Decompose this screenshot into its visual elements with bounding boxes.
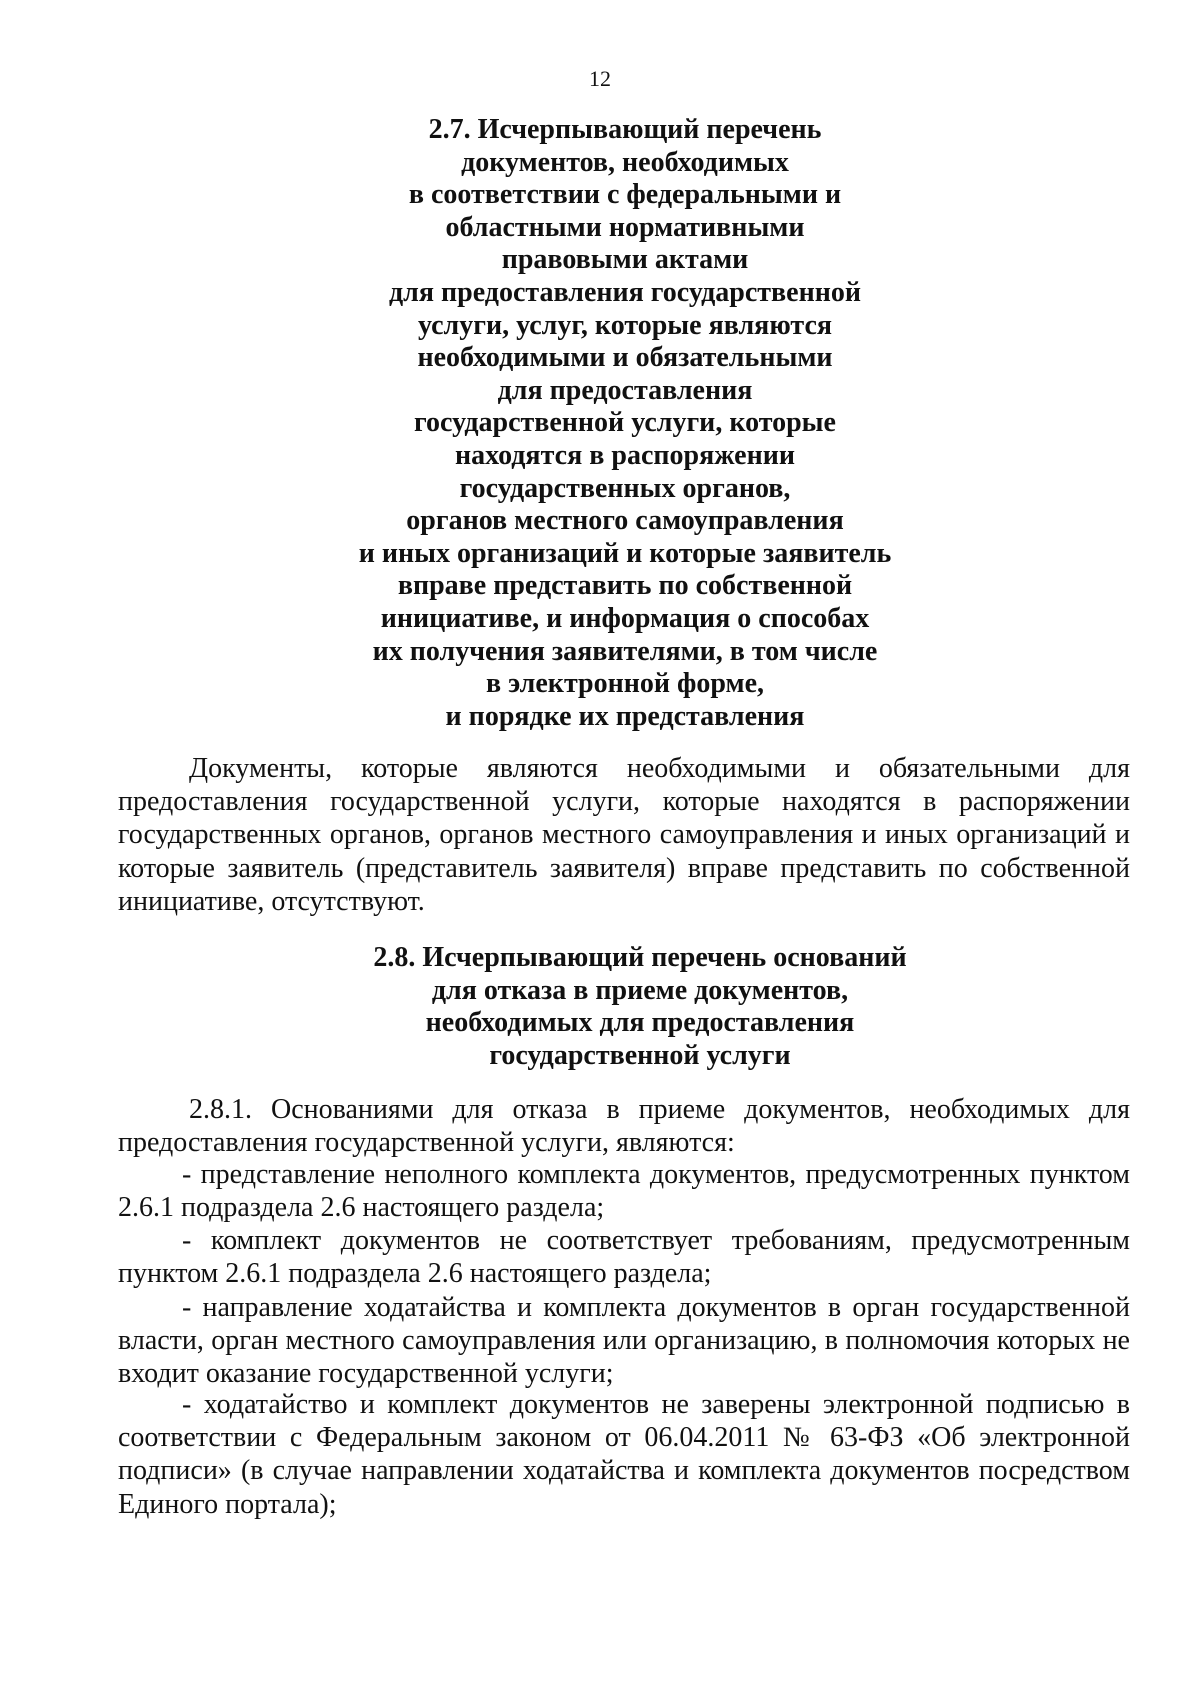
heading-line: услуги, услуг, которые являются — [417, 309, 833, 341]
heading-line: органов местного самоуправления — [406, 505, 844, 537]
heading-line: для отказа в приеме документов, — [431, 974, 849, 1006]
heading-line: в соответствии с федеральными и — [408, 179, 842, 211]
page-number: 12 — [589, 66, 611, 91]
heading-line: для предоставления государственной — [389, 276, 861, 308]
list-item: - ходатайство и комплект документов не заверены электронной подписью в соответствии с Федеральным законом от 06.04.2011 № 63-ФЗ «Об электронной подписи» (в случае направлении ходатайства и комплекта документов посредством Единого портала); — [118, 1389, 1130, 1520]
list-item: - комплект документов не соответствует требованиям, предусмотренным пунктом 2.6.1 подраздела 2.6 настоящего раздела; — [118, 1225, 1130, 1290]
heading-line: правовыми актами — [501, 244, 749, 276]
heading-line: необходимыми и обязательными — [417, 342, 833, 374]
heading-line: областными нормативными — [445, 211, 805, 243]
heading-line: 2.7. Исчерпывающий перечень — [428, 114, 822, 145]
list-item: - направление ходатайства и комплекта документов в орган государственной власти, орган местного самоуправления или организацию, в полномочия которых не входит оказание государственной услуги; — [118, 1292, 1130, 1390]
heading-line: документов, необходимых — [461, 146, 789, 178]
heading-line: для предоставления — [497, 374, 753, 406]
heading-line: и порядке их представления — [445, 700, 805, 732]
heading-line: их получения заявителями, в том числе — [372, 635, 878, 667]
section-2-7-heading — [0, 114, 1200, 733]
heading-line: и иных организаций и которые заявитель — [358, 537, 892, 569]
heading-line: инициативе, и информация о способах — [380, 602, 870, 634]
heading-line: необходимых для предоставления — [425, 1007, 855, 1039]
heading-line: государственных органов, — [459, 472, 791, 504]
section-2-8-1-intro: 2.8.1. Основаниями для отказа в приеме документов, необходимых для предоставления государственной услуги, являются: — [118, 1094, 1130, 1159]
heading-line: государственной услуги, которые — [414, 407, 836, 439]
heading-line: вправе представить по собственной — [397, 570, 853, 602]
heading-line: государственной услуги — [489, 1039, 791, 1071]
heading-line: в электронной форме, — [485, 668, 765, 700]
heading-line: находятся в распоряжении — [455, 439, 795, 471]
list-item: - представление неполного комплекта документов, предусмотренных пунктом 2.6.1 подраздела 2.6 настоящего раздела; — [118, 1159, 1130, 1224]
heading-line: 2.8. Исчерпывающий перечень оснований — [373, 942, 907, 973]
section-2-7-body: Документы, которые являются необходимыми и обязательными для предоставления государственной услуги, которые находятся в распоряжении государственных органов, органов местного самоуправления и иных организаций и которые заявитель (представитель заявителя) вправе представить по собственной инициативе, отсутствуют. — [118, 753, 1130, 917]
section-2-8-heading — [30, 942, 1200, 1072]
